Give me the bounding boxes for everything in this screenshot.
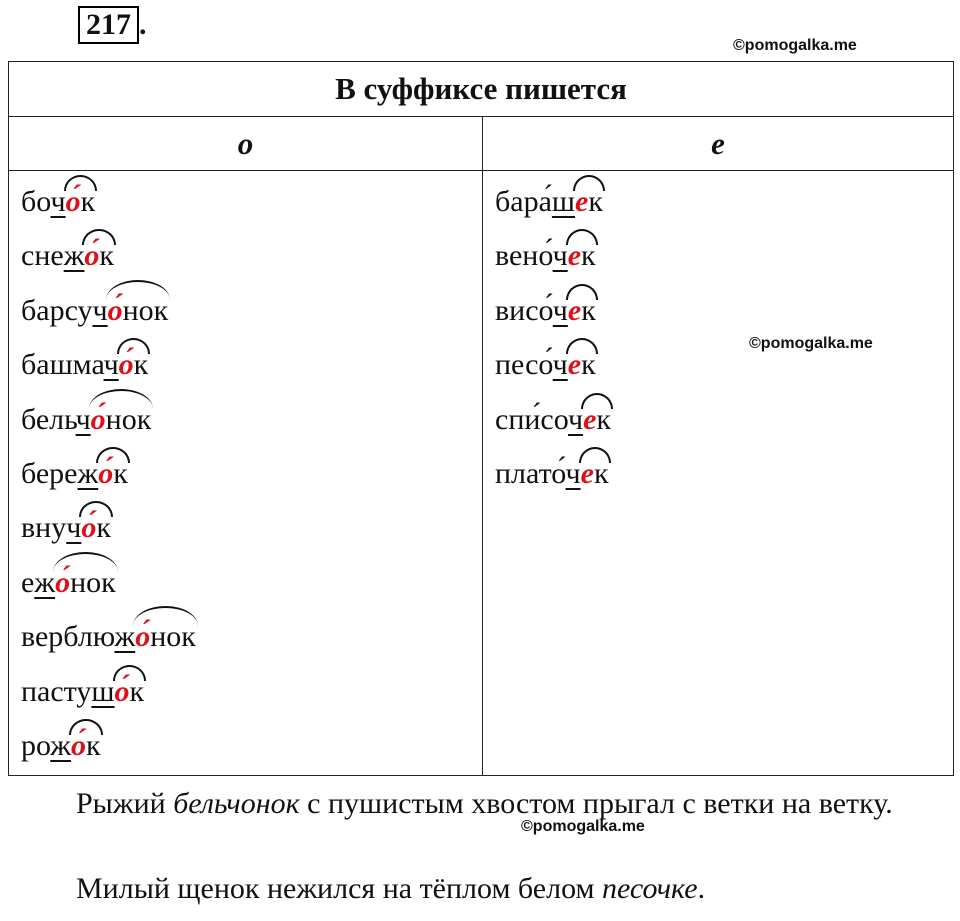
e-word: висо́чек [495, 286, 953, 340]
suffix-mark: о́нок [55, 558, 116, 608]
suffix-vowel: о́ [118, 348, 134, 382]
word-list-e [483, 171, 953, 503]
e-word: вено́чек [495, 231, 953, 285]
suffix-mark: ек [568, 286, 596, 336]
column-e [483, 171, 954, 776]
watermark-top: ©pomogalka.me [733, 37, 857, 54]
sentence-1: Рыжий бельчонок с пушистым хвостом прыгал с ветки на ветку. [76, 787, 893, 820]
suffix-mark: ек [568, 231, 596, 281]
column-o [9, 171, 483, 776]
o-word: ежо́нок [21, 558, 482, 612]
suffix-vowel: о́ [71, 728, 86, 762]
o-word: верблюжо́нок [21, 612, 482, 666]
o-word: пастушо́к [21, 667, 482, 721]
table-title: В суффиксе пишется [9, 62, 954, 117]
suffix-vowel: о́ [84, 239, 100, 273]
suffix-table [8, 61, 954, 776]
o-word: башмачо́к [21, 340, 482, 394]
suffix-vowel: е [575, 185, 589, 218]
suffix-vowel: о́ [135, 620, 151, 654]
exercise-number: 217 . [78, 6, 147, 44]
suffix-vowel: е [567, 239, 582, 273]
suffix-vowel: о́ [55, 565, 71, 599]
watermark-middle: ©pomogalka.me [749, 335, 873, 352]
suffix-mark: о́к [84, 231, 114, 281]
o-word: барсучо́нок [21, 286, 482, 340]
e-word: песо́чек [495, 340, 953, 394]
suffix-mark: о́к [81, 503, 111, 553]
suffix-vowel: о́ [81, 511, 97, 545]
suffix-vowel: е [567, 293, 582, 327]
watermark-bottom: ©pomogalka.me [521, 818, 645, 835]
word-list-o [9, 171, 482, 775]
suffix-vowel: о́ [114, 674, 130, 708]
suffix-mark: о́к [119, 340, 149, 390]
sentence-2: Милый щенок нежился на тёплом белом песочке. [76, 872, 706, 905]
suffix-mark: о́к [71, 721, 101, 771]
suffix-vowel: е [567, 348, 582, 382]
suffix-mark: ек [581, 449, 609, 499]
suffix-mark: о́нок [91, 395, 152, 445]
suffix-vowel: о́ [98, 456, 114, 490]
e-word: спи́сочек [495, 395, 953, 449]
suffix-mark: о́нок [135, 612, 196, 662]
suffix-vowel: о́ [65, 185, 81, 218]
o-word: бочо́к [21, 177, 482, 231]
suffix-vowel: е [583, 402, 597, 436]
suffix-vowel: е [580, 456, 594, 490]
o-word: бережо́к [21, 449, 482, 503]
suffix-vowel: о́ [90, 402, 106, 436]
o-word: внучо́к [21, 503, 482, 557]
column-header-o: о [9, 117, 483, 171]
suffix-mark: о́к [115, 667, 145, 717]
suffix-vowel: о́ [107, 293, 123, 327]
suffix-mark: о́к [98, 449, 128, 499]
o-word: рожо́к [21, 721, 482, 775]
suffix-mark: о́нок [108, 286, 169, 336]
column-header-e: е [483, 117, 954, 171]
exercise-number-box: 217 [78, 6, 139, 44]
o-word: снежо́к [21, 231, 482, 285]
e-word: бара́шек [495, 177, 953, 231]
o-word: бельчо́нок [21, 395, 482, 449]
suffix-mark: ек [568, 340, 596, 390]
suffix-mark: ек [575, 177, 603, 227]
e-word: плато́чек [495, 449, 953, 503]
suffix-mark: о́к [66, 177, 96, 227]
suffix-mark: ек [583, 395, 611, 445]
